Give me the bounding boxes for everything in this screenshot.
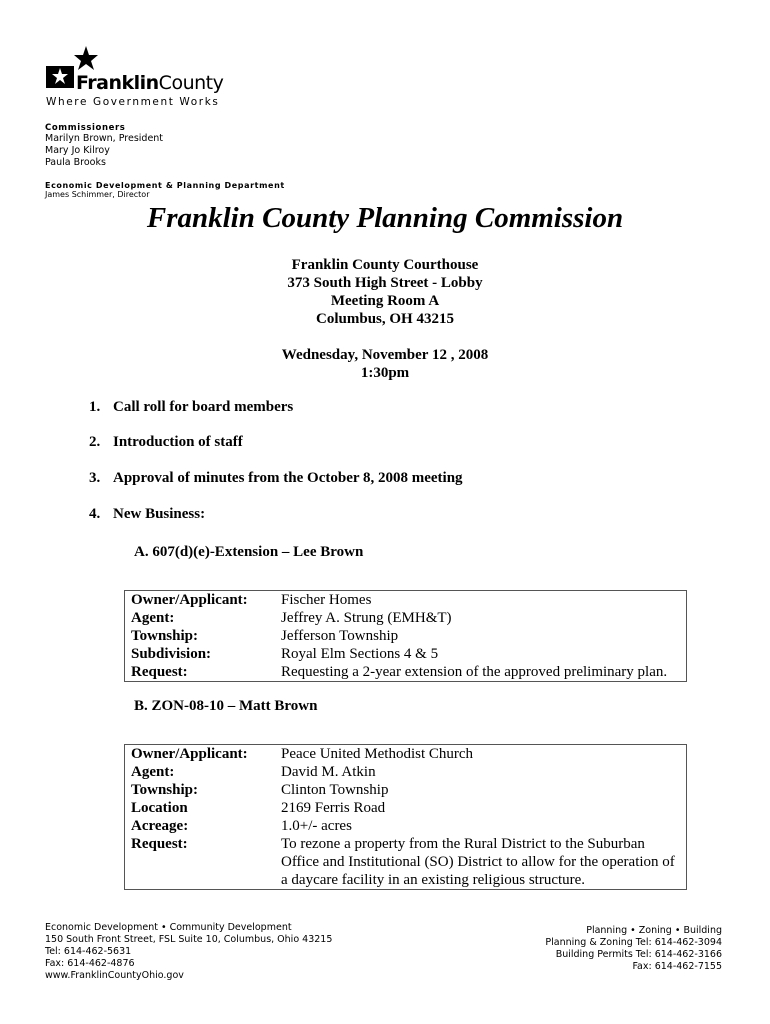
agenda-text: Approval of minutes from the October 8, 2008 meeting <box>113 470 463 486</box>
agenda-item <box>89 434 243 451</box>
footer-line: Planning & Zoning Tel: 614-462-3094 <box>545 937 722 948</box>
case-b-table <box>124 744 687 890</box>
footer-website-link[interactable]: www.FranklinCountyOhio.gov <box>45 970 184 981</box>
row-label: Township: <box>131 782 198 798</box>
row-value: Jefferson Township <box>281 628 399 644</box>
row-value: Requesting a 2-year extension of the approved preliminary plan. <box>281 664 668 680</box>
commissioner-name: Marilyn Brown, President <box>45 133 164 144</box>
row-value: David M. Atkin <box>281 764 376 780</box>
row-value: Clinton Township <box>281 782 389 798</box>
agenda-number: 2. <box>89 434 101 450</box>
row-label: Agent: <box>131 764 175 780</box>
row-label: Agent: <box>131 610 175 626</box>
case-b-heading: B. ZON-08-10 – Matt Brown <box>134 698 318 714</box>
agenda-number: 3. <box>89 470 101 486</box>
footer-line: Tel: 614-462-5631 <box>45 946 132 957</box>
row-label: Acreage: <box>131 818 189 834</box>
logo-name: FranklinCounty <box>76 72 224 94</box>
row-value: Jeffrey A. Strung (EMH&T) <box>281 610 452 626</box>
meeting-date: Wednesday, November 12 , 2008 <box>281 347 489 363</box>
table-row <box>125 663 687 682</box>
agenda-item <box>89 470 463 487</box>
table-row <box>125 817 687 835</box>
location-line: 373 South High Street - Lobby <box>287 275 483 291</box>
footer-line: Fax: 614-462-7155 <box>632 961 722 972</box>
footer-right <box>545 925 722 973</box>
department-director: James Schimmer, Director <box>45 190 150 199</box>
franklin-county-logo <box>44 44 244 114</box>
row-value: 2169 Ferris Road <box>281 800 386 816</box>
table-row <box>125 781 687 799</box>
department-heading: Economic Development & Planning Department <box>45 181 285 190</box>
footer-line: 150 South Front Street, FSL Suite 10, Columbus, Ohio 43215 <box>45 934 333 945</box>
table-row <box>125 745 687 764</box>
footer-line: Fax: 614-462-4876 <box>45 958 135 969</box>
agenda-text: Introduction of staff <box>113 434 243 450</box>
commissioner-name: Paula Brooks <box>45 157 106 168</box>
table-row <box>125 645 687 663</box>
commissioner-name: Mary Jo Kilroy <box>45 145 110 156</box>
row-label: Location <box>131 800 188 816</box>
footer-left <box>45 922 332 982</box>
location-line: Franklin County Courthouse <box>291 257 479 273</box>
row-value: Royal Elm Sections 4 & 5 <box>281 646 439 662</box>
row-value: Fischer Homes <box>281 592 372 608</box>
table-row <box>125 609 687 627</box>
footer-line: Planning • Zoning • Building <box>586 925 722 936</box>
case-a-heading: A. 607(d)(e)-Extension – Lee Brown <box>134 544 364 560</box>
footer-line: Building Permits Tel: 614-462-3166 <box>555 949 722 960</box>
row-label: Subdivision: <box>131 646 212 662</box>
row-value: To rezone a property from the Rural District to the Suburban Office and Institutional (SO) District to allow for the operation of a daycare facility in an existing religious structure. <box>281 836 675 888</box>
logo-tagline: Where Government Works <box>46 96 220 108</box>
row-label: Request: <box>131 664 188 680</box>
case-a-table <box>124 590 687 682</box>
agenda-item <box>89 506 205 523</box>
table-row <box>125 591 687 610</box>
page-title: Franklin County Planning Commission <box>146 202 624 234</box>
agenda-number: 4. <box>89 506 101 522</box>
table-row <box>125 763 687 781</box>
commissioners-heading: Commissioners <box>45 123 126 133</box>
footer-line: Economic Development • Community Development <box>45 922 292 933</box>
agenda-text: Call roll for board members <box>113 399 294 415</box>
row-value: 1.0+/- acres <box>281 818 352 834</box>
row-label: Township: <box>131 628 198 644</box>
row-label: Request: <box>131 836 188 852</box>
department-block <box>45 181 285 199</box>
row-value: Peace United Methodist Church <box>281 746 474 762</box>
table-row <box>125 627 687 645</box>
row-label: Owner/Applicant: <box>131 746 248 762</box>
meeting-time: 1:30pm <box>360 365 410 381</box>
table-row <box>125 835 687 890</box>
agenda-item <box>89 399 293 416</box>
location-line: Columbus, OH 43215 <box>316 311 454 327</box>
row-label: Owner/Applicant: <box>131 592 248 608</box>
agenda-text: New Business: <box>113 506 206 522</box>
agenda-number: 1. <box>89 399 101 415</box>
location-line: Meeting Room A <box>330 293 440 309</box>
commissioners-block <box>45 123 163 169</box>
table-row <box>125 799 687 817</box>
